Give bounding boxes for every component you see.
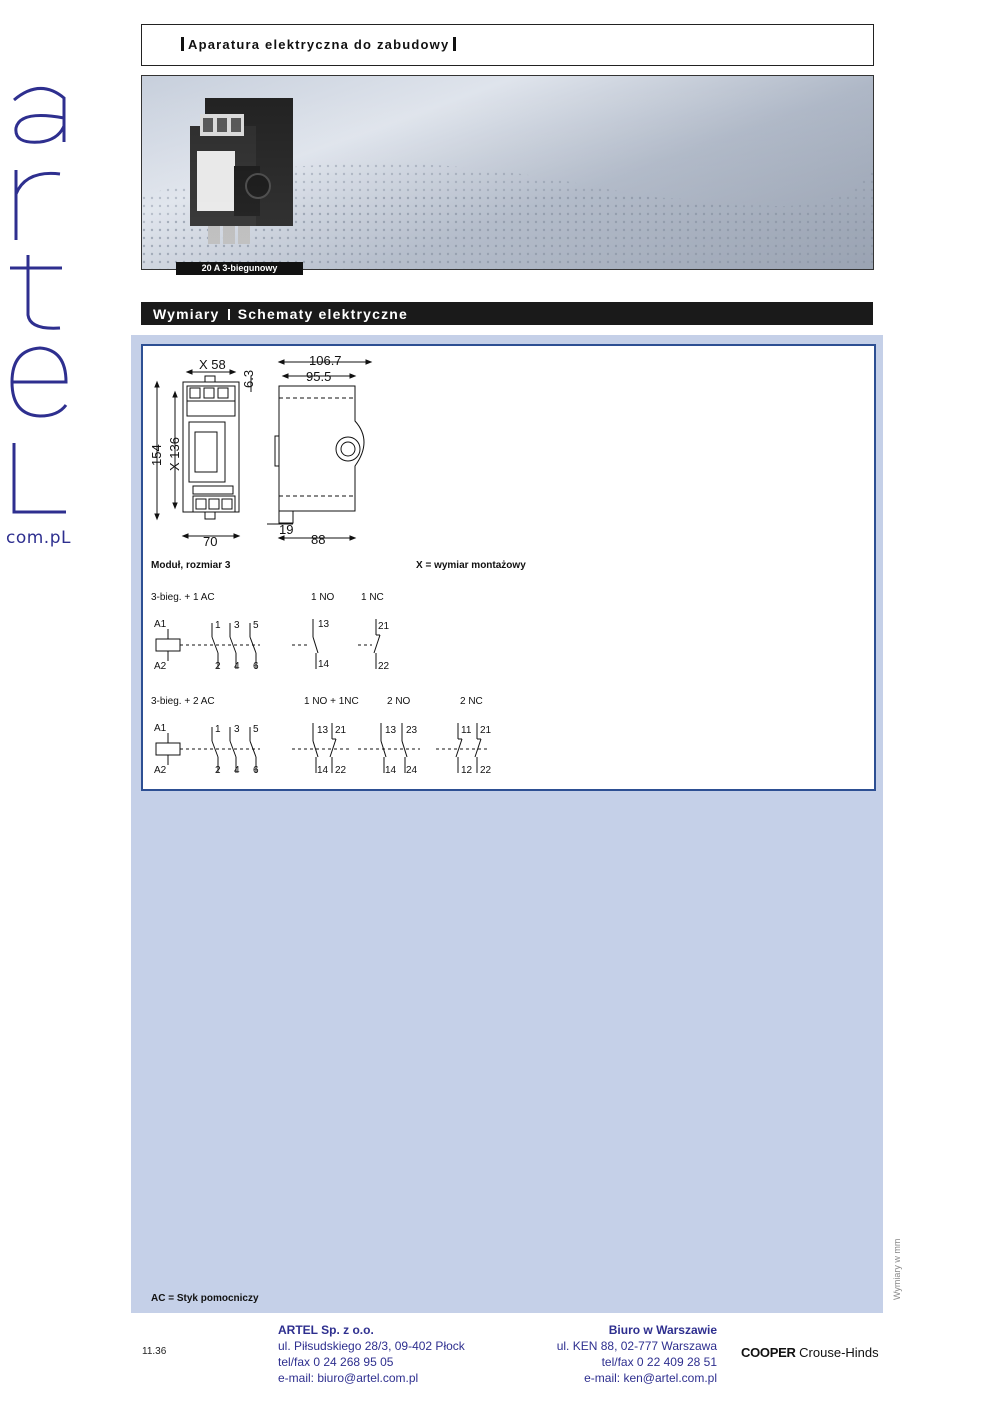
r2-g2-24: 24 xyxy=(406,765,418,776)
r1-a1: A1 xyxy=(154,619,167,630)
page-number: 11.36 xyxy=(142,1346,167,1357)
r1-14: 14 xyxy=(318,659,330,670)
dim-88: 88 xyxy=(311,532,326,547)
r2-t6: 6 xyxy=(253,765,259,776)
section-title xyxy=(153,306,408,322)
dim-70: 70 xyxy=(203,534,218,549)
r1-t2: 2 xyxy=(215,661,221,672)
r2-g1-14: 14 xyxy=(317,765,329,776)
dim-95-5: 95.5 xyxy=(306,369,332,384)
dim-154: 154 xyxy=(149,444,164,466)
r2-g1-21: 21 xyxy=(335,725,347,736)
r2-t2: 2 xyxy=(215,765,221,776)
office-name: Biuro w Warszawie xyxy=(608,1323,717,1337)
header-title: Aparatura elektryczna do zabudowy xyxy=(188,37,450,52)
r2-g3-11: 11 xyxy=(461,725,472,736)
header-bar xyxy=(141,24,874,66)
address-block-warsaw xyxy=(520,1322,717,1386)
r1-t5: 5 xyxy=(253,620,259,631)
phone-warsaw: tel/fax 0 22 409 28 51 xyxy=(601,1355,717,1369)
row1-aux-2: 1 NC xyxy=(361,592,384,603)
r2-t5: 5 xyxy=(253,724,259,735)
section-title-part1: Wymiary xyxy=(153,306,220,322)
section-header xyxy=(141,302,873,325)
divider-bar xyxy=(228,309,230,320)
schematic-row1 xyxy=(150,615,410,675)
module-label: Moduł, rozmiar 3 xyxy=(151,560,231,571)
r1-21: 21 xyxy=(378,621,390,632)
ac-note: AC = Styk pomocniczy xyxy=(151,1293,259,1304)
contactor-illustration xyxy=(142,76,873,269)
r1-t4: 4 xyxy=(234,661,240,672)
r2-t1: 1 xyxy=(215,724,221,735)
dim-x58: X 58 xyxy=(199,357,226,372)
r1-22: 22 xyxy=(378,661,390,672)
r1-t6: 6 xyxy=(253,661,259,672)
dim-19: 19 xyxy=(279,522,294,537)
brand-domain: com.pL xyxy=(6,528,71,548)
company-name: ARTEL Sp. z o.o. xyxy=(278,1323,374,1337)
header-title-wrap xyxy=(177,37,460,52)
r2-t3: 3 xyxy=(234,724,240,735)
r1-a2: A2 xyxy=(154,661,167,672)
r2-a2: A2 xyxy=(154,765,167,776)
row2-label: 3-bieg. + 2 AC xyxy=(151,696,215,707)
row2-aux-3: 2 NC xyxy=(460,696,483,707)
mount-note: X = wymiar montażowy xyxy=(416,560,526,571)
r2-g1-22: 22 xyxy=(335,765,347,776)
address-block-plock xyxy=(278,1322,465,1386)
r2-g3-22: 22 xyxy=(480,765,492,776)
row2-aux-1: 1 NO + 1NC xyxy=(304,696,359,707)
dim-106-7: 106.7 xyxy=(309,353,342,368)
r1-t3: 3 xyxy=(234,620,240,631)
email-warsaw[interactable]: e-mail: ken@artel.com.pl xyxy=(584,1371,717,1385)
schematic-row2 xyxy=(150,719,510,779)
r2-g3-12: 12 xyxy=(461,765,473,776)
r1-13: 13 xyxy=(318,619,330,630)
cooper-logo xyxy=(741,1345,879,1360)
r2-t4: 4 xyxy=(234,765,240,776)
row2-aux-2: 2 NO xyxy=(387,696,411,707)
r2-a1: A1 xyxy=(154,723,167,734)
brand-logo xyxy=(0,60,80,560)
section-title-part2: Schematy elektryczne xyxy=(237,306,409,322)
r2-g2-23: 23 xyxy=(406,725,418,736)
email-plock[interactable]: e-mail: biuro@artel.com.pl xyxy=(278,1371,419,1385)
phone-plock: tel/fax 0 24 268 95 05 xyxy=(278,1355,394,1369)
cooper-logo-bold: COOPER xyxy=(741,1345,796,1360)
bar-right xyxy=(453,37,456,51)
product-photo xyxy=(141,75,874,270)
r2-g2-13: 13 xyxy=(385,725,397,736)
row1-label: 3-bieg. + 1 AC xyxy=(151,592,215,603)
hero-caption: 20 A 3-biegunowy xyxy=(176,262,303,275)
bar-left xyxy=(181,37,184,51)
street-warsaw: ul. KEN 88, 02-777 Warszawa xyxy=(556,1339,717,1353)
dim-x136: X 136 xyxy=(167,437,182,471)
r2-g2-14: 14 xyxy=(385,765,397,776)
dimension-drawing xyxy=(143,346,543,556)
row1-aux-1: 1 NO xyxy=(311,592,335,603)
r2-g1-13: 13 xyxy=(317,725,329,736)
street-plock: ul. Piłsudskiego 28/3, 09-402 Płock xyxy=(278,1339,465,1353)
cooper-logo-rest: Crouse-Hinds xyxy=(799,1345,879,1360)
r1-t1: 1 xyxy=(215,620,221,631)
side-note: Wymiary w mm xyxy=(892,1238,902,1300)
dim-6-3: 6.3 xyxy=(241,369,256,388)
r2-g3-21: 21 xyxy=(480,725,492,736)
